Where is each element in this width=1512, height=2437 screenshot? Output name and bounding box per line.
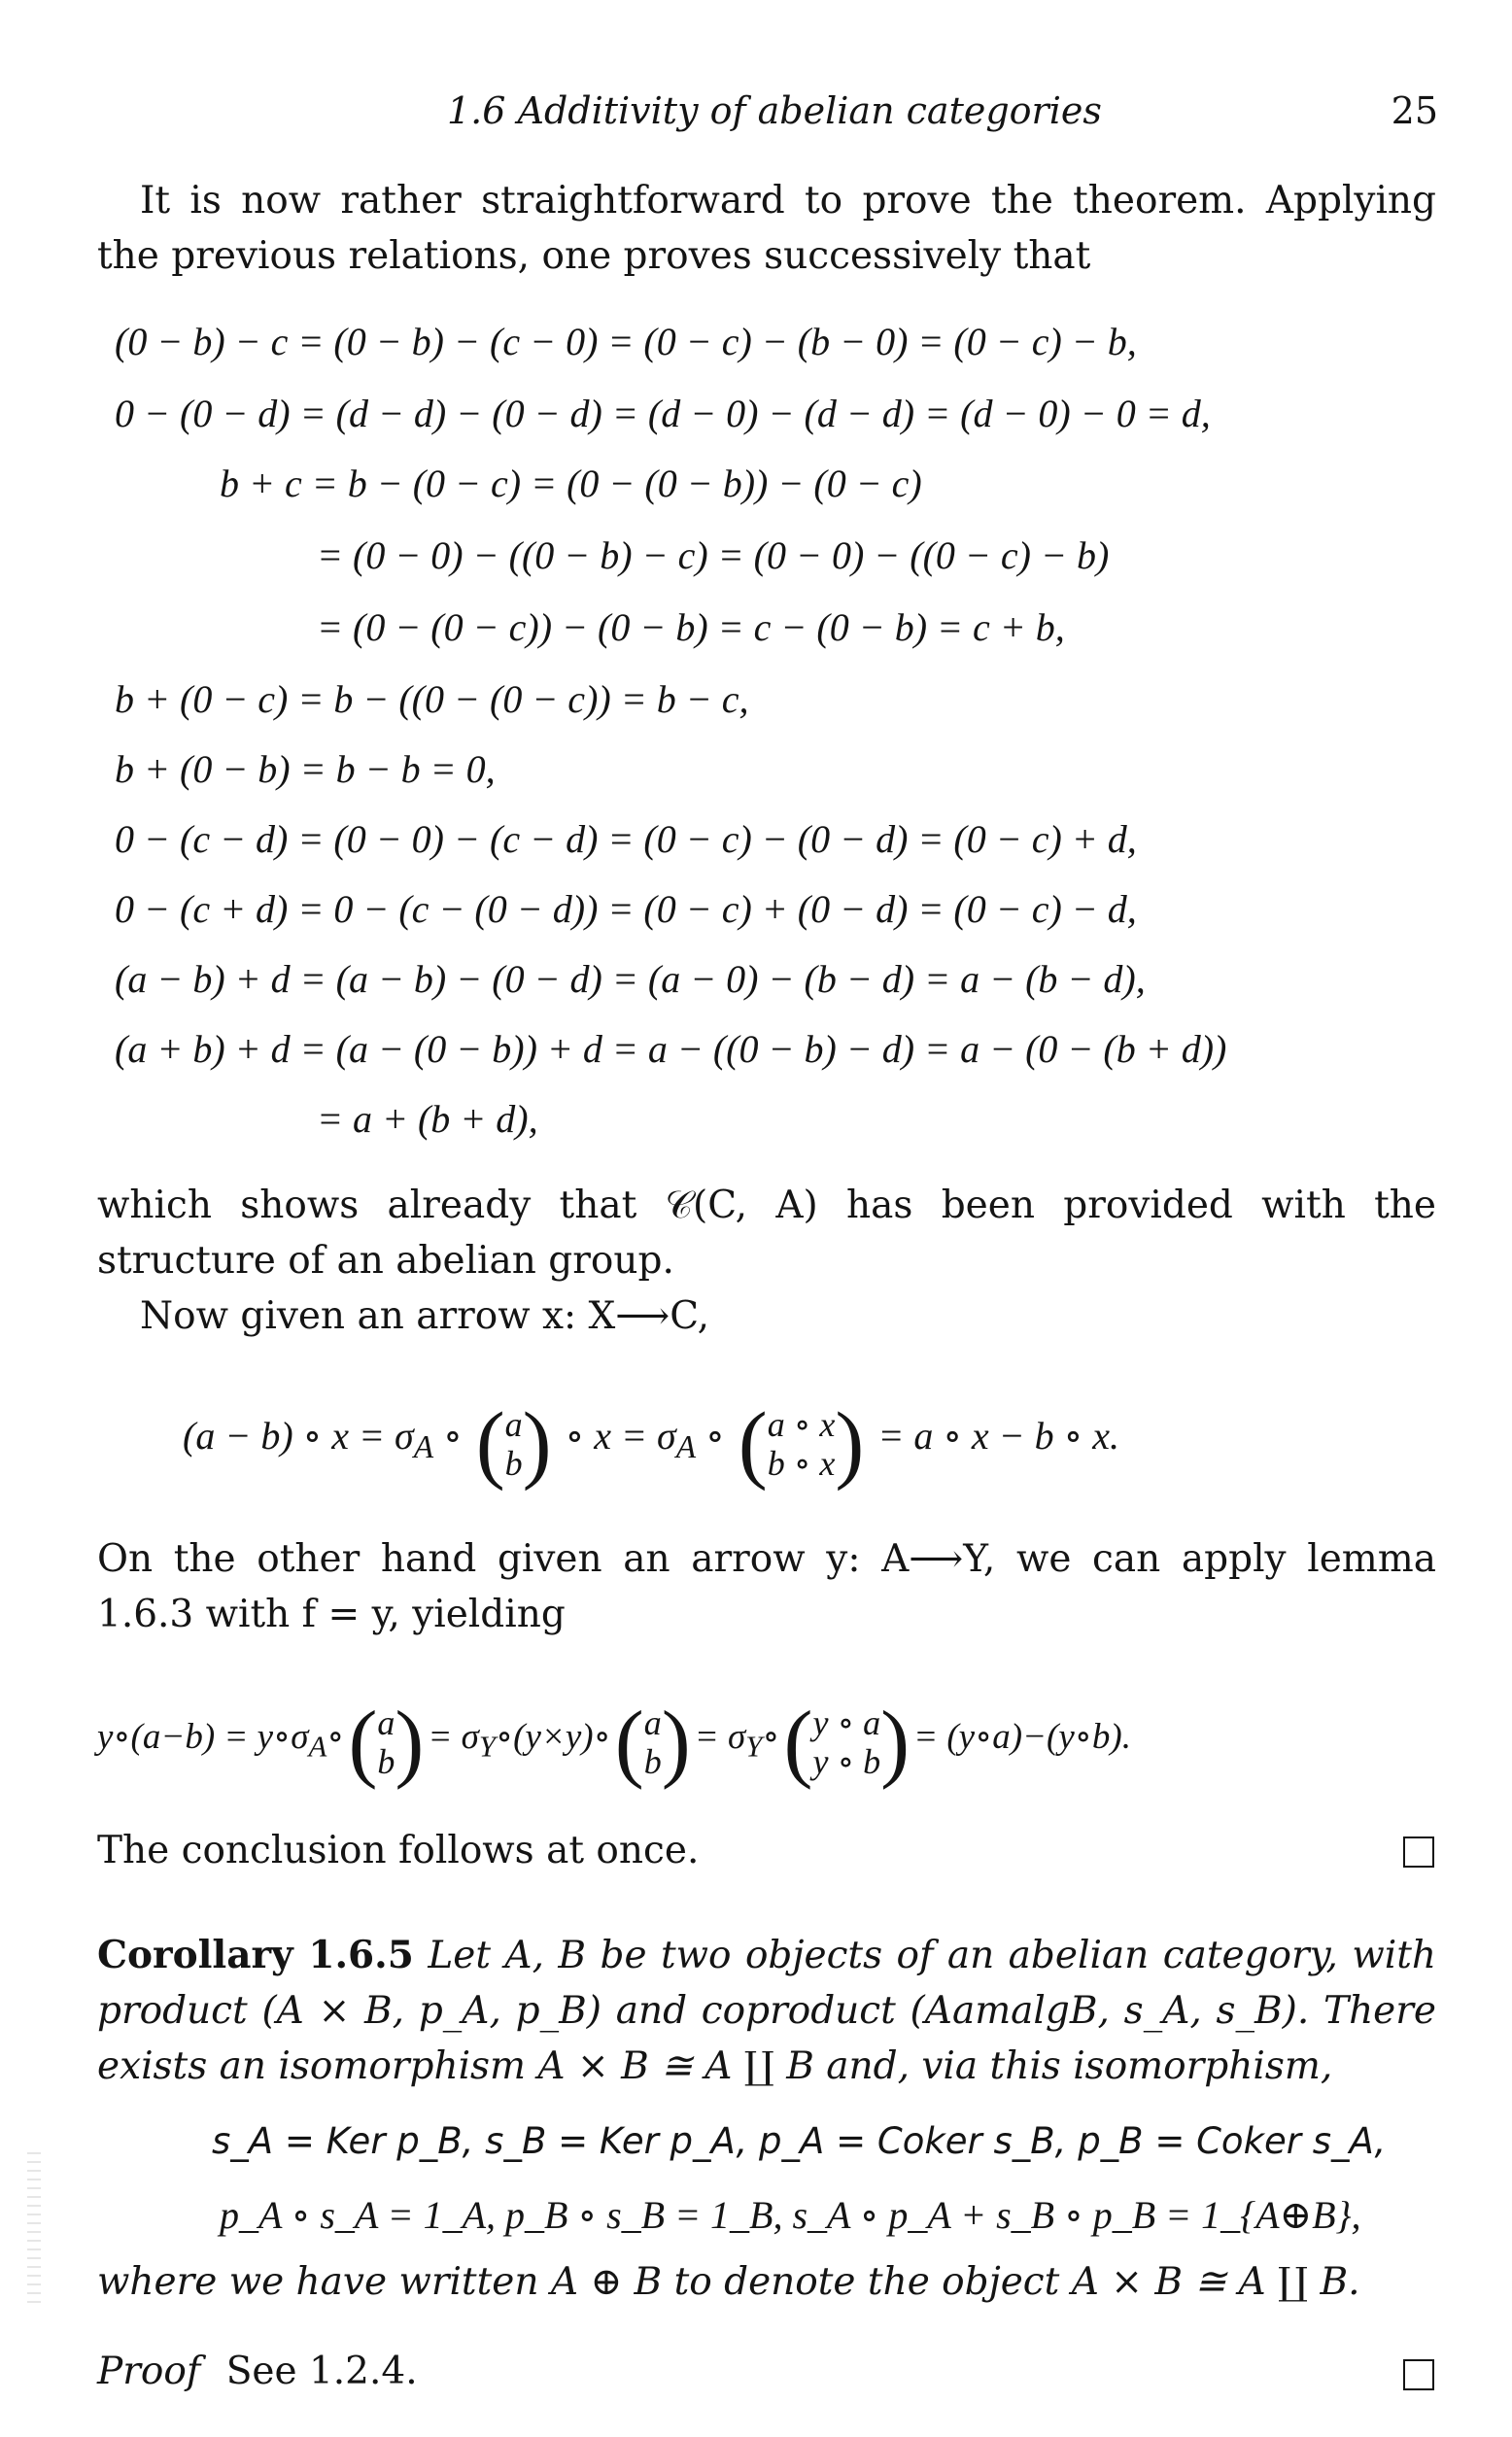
page-number: 25	[1391, 89, 1438, 132]
proof-text: See 1.2.4.	[225, 2350, 418, 2393]
equation-line: 0 − (c + d) = 0 − (c − (0 − d)) = (0 − c) + (0 − d) = (0 − c) − d,	[115, 887, 1137, 931]
eq-y-rhs: = (y∘a)−(y∘b).	[913, 1717, 1131, 1757]
running-head: 1.6 Additivity of abelian categories	[447, 89, 1102, 132]
vector-bottom: b	[643, 1742, 662, 1782]
eq-y-sub: Y	[478, 1730, 497, 1764]
equation-line: 0 − (0 − d) = (d − d) − (0 − d) = (d − 0) − (d − d) = (d − 0) − 0 = d,	[115, 392, 1211, 435]
equation-line: b + (0 − b) = b − b = 0,	[115, 747, 496, 791]
paragraph-arrow-x: Now given an arrow x: X⟶C,	[140, 1294, 710, 1338]
eq-x-sub: A	[413, 1429, 434, 1465]
proof-label: Proof	[97, 2350, 201, 2393]
equation-composition-y: y∘(a−b) = $y\circ\sigma_A\circ(a$ $b) = \sigma_Y\circ(y\times y)\circ(a$ $b) = \sigma_Y\circ(y$ ∘ a y ∘ b) = (y∘a)−(y∘b).	[97, 1689, 1131, 1795]
paragraph-arrow-y: On the other hand given an arrow y: A⟶Y, we can apply lemma 1.6.3 with f = y, yielding	[97, 1537, 1436, 1636]
equation-line: = (0 − 0) − ((0 − b) − c) = (0 − 0) − ((0 − c) − b)	[317, 533, 1110, 577]
eq-y-mid2: ∘(y×y)∘	[496, 1717, 611, 1757]
vector-bottom: b ∘ x	[767, 1443, 836, 1483]
equation-line: (a − b) + d = (a − b) − (0 − d) = (a − 0) − (b − d) = a − (b − d),	[115, 957, 1146, 1001]
equation-line: = (0 − (0 − c)) − (0 − b) = c − (0 − b) = c + b,	[317, 605, 1065, 649]
corollary-block	[97, 1928, 1436, 2094]
corollary-statement: Let A, B be two objects of an abelian category, with product (A × B, p_A, p_B) and coproduct (AamalgB, s_A, s_B). There exists an isomorphism A × B ≅ A ∐ B and, via this isomorphism,	[97, 1934, 1436, 2088]
equation-line: b + (0 − c) = b − ((0 − (0 − c)) = b − c,	[115, 677, 749, 721]
eq-x-lhs: (a − b) ∘ x = σ	[183, 1414, 414, 1458]
eq-y-mid3: = σ	[694, 1717, 746, 1757]
scan-margin-marks	[27, 2152, 41, 2308]
corollary-closing: where we have written A ⊕ B to denote the object A × B ≅ A ∐ B.	[97, 2260, 1360, 2304]
qed-box	[1403, 1836, 1434, 1868]
equation-line: (a + b) + d = (a − (0 − b)) + d = a − ((0 − b) − d) = a − (0 − (b + d))	[115, 1027, 1227, 1071]
column-vector: (y ∘ a y ∘ b)	[783, 1694, 911, 1791]
eq-x-mid: ∘ x = σ	[565, 1414, 676, 1458]
corollary-label: Corollary 1.6.5	[97, 1933, 414, 1977]
conclusion-text: The conclusion follows at once.	[97, 1829, 700, 1872]
vector-bottom: y ∘ b	[812, 1742, 881, 1782]
eq-x-rhs: = a ∘ x − b ∘ x.	[877, 1414, 1120, 1458]
vector-top: a	[377, 1703, 395, 1743]
corollary-equation-line: p_A ∘ s_A = 1_A, p_B ∘ s_B = 1_B, s_A ∘ p_A + s_B ∘ p_B = 1_{A⊕B},	[220, 2193, 1361, 2237]
column-vector: (a b)	[614, 1694, 691, 1791]
column-vector: (a b)	[475, 1394, 552, 1492]
eq-y-mid: = σ	[428, 1717, 479, 1757]
corollary-equation-line: s_A = Ker p_B, s_B = Ker p_A, p_A = Coker s_B, p_B = Coker s_A,	[212, 2120, 1387, 2162]
paragraph-abelian-group: which shows already that 𝒞(C, A) has been provided with the structure of an abelian group.	[97, 1184, 1436, 1283]
equation-line: 0 − (c − d) = (0 − 0) − (c − d) = (0 − c) − (0 − d) = (0 − c) + d,	[115, 817, 1137, 861]
qed-box	[1403, 2359, 1434, 2390]
equation-line: (0 − b) − c = (0 − b) − (c − 0) = (0 − c) − (b − 0) = (0 − c) − b,	[115, 320, 1137, 363]
equation-line: b + c = b − (0 − c) = (0 − (0 − b)) − (0 − c)	[220, 462, 922, 505]
eq-y-sub: Y	[745, 1730, 763, 1764]
eq-x-sub: A	[675, 1429, 697, 1465]
vector-top: y ∘ a	[812, 1703, 881, 1743]
proof-block	[97, 2344, 1436, 2399]
vector-bottom: b	[377, 1742, 395, 1782]
eq-y-lhs: y∘(a−b) = y∘σ	[97, 1717, 309, 1757]
eq-y-sub: A	[308, 1730, 327, 1764]
equation-line: = a + (b + d),	[317, 1097, 538, 1141]
vector-top: a	[504, 1404, 523, 1444]
vector-top: a	[643, 1703, 662, 1743]
intro-paragraph: It is now rather straightforward to prove the theorem. Applying the previous relations, one proves successively that	[97, 179, 1436, 278]
vector-bottom: b	[504, 1443, 523, 1483]
vector-top: a ∘ x	[767, 1404, 836, 1444]
column-vector: (a ∘ x b ∘ x)	[738, 1394, 865, 1492]
column-vector: (a b)	[348, 1694, 425, 1791]
equation-composition-x: (a − b) ∘ $x = \sigma_A$ ∘ (a b) ∘ $x = \sigma_A$ ∘ (a ∘ x b ∘ x) = a ∘ x − b ∘ x.	[183, 1388, 1119, 1496]
